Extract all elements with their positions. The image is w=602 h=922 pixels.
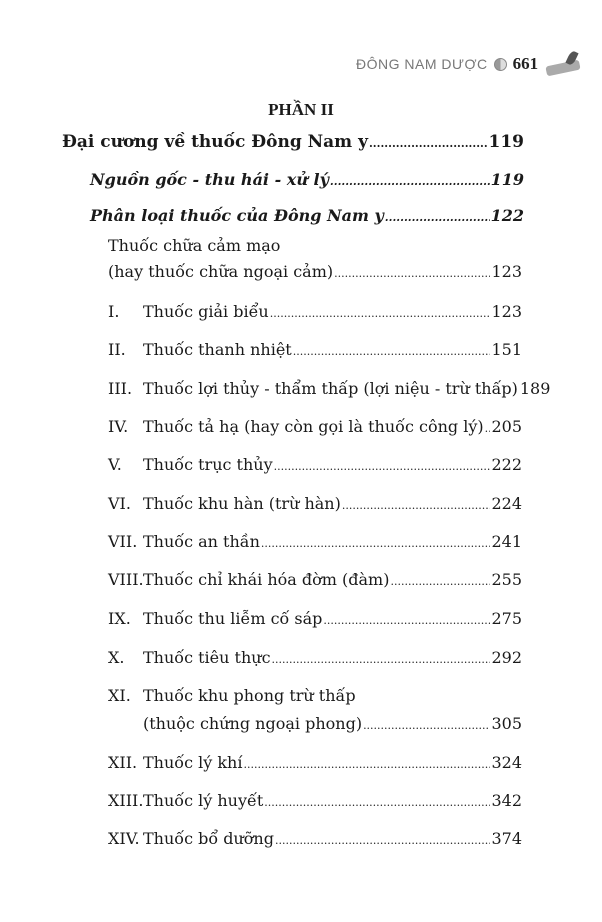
entry-title: Phân loại thuốc của Đông Nam y (90, 206, 384, 225)
entry-title: Thuốc thanh nhiệt (143, 340, 292, 359)
toc-entry[interactable] (143, 379, 551, 398)
yin-yang-icon (494, 58, 507, 71)
entry-page: 241 (491, 532, 522, 551)
book-title: ĐÔNG NAM DƯỢC (356, 56, 488, 72)
dot-leader (334, 267, 490, 280)
toc-entry[interactable] (143, 829, 522, 848)
page-number: 661 (512, 54, 539, 73)
toc-entry[interactable] (108, 262, 522, 281)
entry-title: Thuốc trục thủy (143, 455, 273, 474)
dot-leader (323, 614, 490, 627)
toc-entry[interactable] (143, 494, 522, 513)
dot-leader (274, 460, 491, 473)
dot-leader (385, 211, 490, 224)
item-number: V. (108, 455, 122, 474)
dot-leader (293, 345, 491, 358)
entry-page: 374 (491, 829, 522, 848)
entry-title: Thuốc khu phong trừ thấp (143, 686, 356, 705)
item-number: X. (108, 648, 125, 667)
dot-leader (390, 575, 490, 588)
dot-leader (363, 719, 490, 732)
dot-leader (264, 796, 490, 809)
part-title: PHẦN II (268, 100, 334, 119)
dot-leader (369, 137, 488, 150)
entry-title: Thuốc lợi thủy - thẩm thấp (lợi niệu - trừ thấp) (143, 379, 518, 398)
dot-leader (330, 175, 490, 188)
toc-entry[interactable] (143, 753, 522, 772)
entry-title: Thuốc lý huyết (143, 791, 264, 810)
entry-page: 255 (491, 570, 522, 589)
entry-title: Thuốc giải biểu (143, 302, 269, 321)
toc-entry[interactable] (143, 648, 522, 667)
entry-title: Đại cương về thuốc Đông Nam y (62, 132, 368, 152)
entry-page: 275 (491, 609, 522, 628)
item-number: VI. (108, 494, 131, 513)
toc-entry[interactable] (143, 417, 522, 436)
item-number: XII. (108, 753, 138, 772)
entry-title: (hay thuốc chữa ngoại cảm) (108, 262, 334, 281)
item-number: II. (108, 340, 126, 359)
entry-title: Nguồn gốc - thu hái - xử lý (90, 170, 329, 189)
running-header (356, 51, 584, 77)
entry-title: (thuộc chứng ngoại phong) (143, 714, 363, 733)
item-number: IX. (108, 609, 131, 628)
entry-title: Thuốc tiêu thực (143, 648, 271, 667)
item-number: XIV. (108, 829, 140, 848)
entry-title: Thuốc tả hạ (hay còn gọi là thuốc công lý) (143, 417, 484, 436)
intro-line-1: Thuốc chữa cảm mạo (108, 236, 281, 255)
entry-page: 151 (491, 340, 522, 359)
entry-page: 123 (491, 262, 522, 281)
entry-title: Thuốc bổ dưỡng (143, 829, 274, 848)
toc-entry[interactable] (62, 132, 524, 152)
toc-entry[interactable] (143, 532, 522, 551)
entry-page: 123 (491, 302, 522, 321)
item-number: VII. (108, 532, 138, 551)
item-number: XI. (108, 686, 131, 705)
toc-entry[interactable] (143, 455, 522, 474)
entry-title: Thuốc lý khí (143, 753, 243, 772)
item-number: I. (108, 302, 120, 321)
toc-entry[interactable] (143, 570, 522, 589)
dot-leader (275, 834, 490, 847)
entry-page: 224 (491, 494, 522, 513)
toc-entry[interactable] (143, 302, 522, 321)
entry-page: 222 (491, 455, 522, 474)
dot-leader (243, 758, 490, 771)
item-number: IV. (108, 417, 129, 436)
entry-page: 119 (488, 132, 524, 152)
toc-entry[interactable] (143, 791, 522, 810)
dot-leader (261, 537, 491, 550)
toc-entry[interactable] (90, 206, 524, 225)
entry-page: 342 (491, 791, 522, 810)
dot-leader (485, 422, 491, 435)
entry-page: 324 (491, 753, 522, 772)
entry-page: 122 (490, 206, 524, 225)
herb-logo-icon (544, 51, 584, 77)
item-number: VIII. (108, 570, 144, 589)
toc-entry[interactable] (143, 714, 522, 733)
toc-entry[interactable] (143, 609, 522, 628)
toc-entry[interactable] (90, 170, 524, 189)
toc-entry[interactable] (143, 340, 522, 359)
entry-page: 292 (491, 648, 522, 667)
entry-page: 189 (519, 379, 551, 398)
entry-title: Thuốc an thần (143, 532, 260, 551)
dot-leader (342, 499, 491, 512)
item-number: XIII. (108, 791, 144, 810)
entry-title: Thuốc chỉ khái hóa đờm (đàm) (143, 570, 390, 589)
entry-title: Thuốc khu hàn (trừ hàn) (143, 494, 341, 513)
item-number: III. (108, 379, 133, 398)
entry-page: 119 (490, 170, 524, 189)
entry-page: 205 (491, 417, 522, 436)
entry-title: Thuốc thu liễm cố sáp (143, 609, 323, 628)
dot-leader (270, 307, 491, 320)
entry-page: 305 (491, 714, 522, 733)
dot-leader (272, 653, 491, 666)
